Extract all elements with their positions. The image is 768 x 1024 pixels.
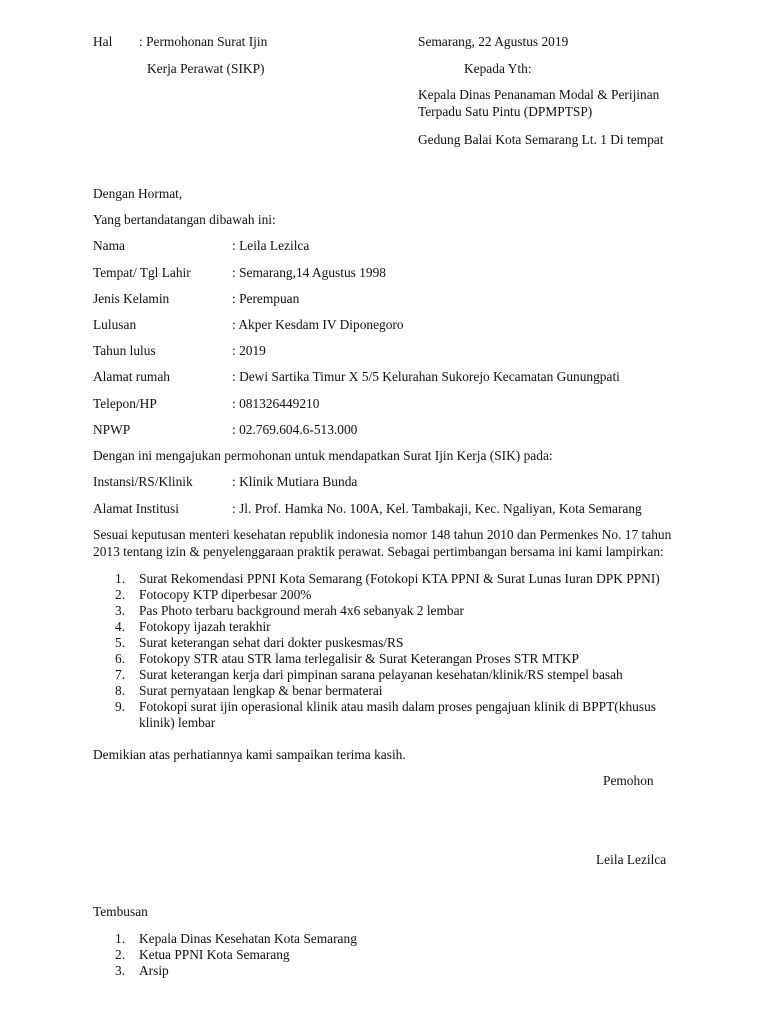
list-item xyxy=(93,699,660,731)
field-value: : 081326449210 xyxy=(232,396,320,411)
field-value: : Leila Lezilca xyxy=(232,238,310,253)
list-number: 7. xyxy=(115,667,126,682)
field-value: : Akper Kesdam IV Diponegoro xyxy=(232,317,404,332)
field-value: : Semarang,14 Agustus 1998 xyxy=(232,265,386,280)
cc-title: Tembusan xyxy=(93,904,148,919)
signature-role: Pemohon xyxy=(603,773,654,788)
field-row xyxy=(93,291,300,307)
field-value: : 02.769.604.6-513.000 xyxy=(232,422,358,437)
field-row xyxy=(93,238,310,254)
to-label: Kepada Yth: xyxy=(464,61,532,76)
greeting: Dengan Hormat, xyxy=(93,186,183,201)
field-value: : Perempuan xyxy=(232,291,300,306)
list-text: Surat pernyataan lengkap & benar bermaterai xyxy=(139,683,383,698)
hal-label: Hal xyxy=(93,34,113,49)
list-text: Ketua PPNI Kota Semarang xyxy=(139,947,290,962)
request-text: Dengan ini mengajukan permohonan untuk mendapatkan Surat Ijin Kerja (SIK) pada: xyxy=(93,448,553,463)
list-text: Pas Photo terbaru background merah 4x6 sebanyak 2 lembar xyxy=(139,603,465,618)
list-text: Surat keterangan kerja dari pimpinan sarana pelayanan kesehatan/klinik/RS stempel basah xyxy=(139,667,623,682)
list-number: 4. xyxy=(115,619,126,634)
recipient-address: Gedung Balai Kota Semarang Lt. 1 Di tempat xyxy=(418,132,664,147)
list-text: Kepala Dinas Kesehatan Kota Semarang xyxy=(139,931,357,946)
closing-text: Demikian atas perhatiannya kami sampaikan terima kasih. xyxy=(93,747,406,762)
field-row xyxy=(93,422,358,438)
list-item xyxy=(93,683,660,699)
list-item xyxy=(93,635,660,651)
list-text: Surat keterangan sehat dari dokter puskesmas/RS xyxy=(139,635,404,650)
list-item xyxy=(93,667,660,683)
list-text: Fotokopi surat ijin operasional klinik atau masih dalam proses pengajuan klinik di BPPT(khusus xyxy=(139,699,656,714)
list-item xyxy=(93,947,357,963)
recipient-line-1: Kepala Dinas Penanaman Modal & Perijinan xyxy=(418,87,660,102)
attachments-list xyxy=(93,571,660,731)
cc-list xyxy=(93,931,357,979)
field-row xyxy=(93,265,386,281)
field-value: : Klinik Mutiara Bunda xyxy=(232,474,358,489)
list-text: Fotocopy KTP diperbesar 200% xyxy=(139,587,312,602)
list-text-continued: klinik) lembar xyxy=(139,715,216,730)
list-item xyxy=(93,963,357,979)
list-item xyxy=(93,651,660,667)
list-number: 6. xyxy=(115,651,126,666)
field-label: Tahun lulus xyxy=(93,343,156,358)
list-item xyxy=(93,619,660,635)
intro-text: Yang bertandatangan dibawah ini: xyxy=(93,212,276,227)
list-number: 5. xyxy=(115,635,126,650)
basis-line-2: 2013 tentang izin & penyelenggaraan praktik perawat. Sebagai pertimbangan bersama ini kami lampirkan: xyxy=(93,544,664,559)
list-number: 8. xyxy=(115,683,126,698)
list-text: Fotokopy STR atau STR lama terlegalisir & Surat Keterangan Proses STR MTKP xyxy=(139,651,579,666)
place-date: Semarang, 22 Agustus 2019 xyxy=(418,34,569,49)
list-number: 9. xyxy=(115,699,126,714)
basis-line-1: Sesuai keputusan menteri kesehatan republik indonesia nomor 148 tahun 2010 dan Permenkes No. 17 tahun xyxy=(93,527,672,542)
list-number: 2. xyxy=(115,947,126,962)
field-label: Jenis Kelamin xyxy=(93,291,170,306)
field-value: : 2019 xyxy=(232,343,266,358)
list-text: Arsip xyxy=(139,963,169,978)
field-label: Alamat Institusi xyxy=(93,501,179,516)
list-number: 3. xyxy=(115,603,126,618)
field-row xyxy=(93,396,320,412)
list-text: Surat Rekomendasi PPNI Kota Semarang (Fotokopi KTA PPNI & Surat Lunas Iuran DPK PPNI) xyxy=(139,571,660,586)
field-label: Alamat rumah xyxy=(93,369,170,384)
field-value: : Dewi Sartika Timur X 5/5 Kelurahan Sukorejo Kecamatan Gunungpati xyxy=(232,369,620,384)
field-label: Lulusan xyxy=(93,317,137,332)
field-label: Telepon/HP xyxy=(93,396,157,411)
list-number: 1. xyxy=(115,931,126,946)
subject-line-1: : Permohonan Surat Ijin xyxy=(139,34,268,49)
signature-name: Leila Lezilca xyxy=(596,852,667,867)
list-number: 1. xyxy=(115,571,126,586)
list-number: 3. xyxy=(115,963,126,978)
list-text: Fotokopy ijazah terakhir xyxy=(139,619,271,634)
field-row xyxy=(93,343,266,359)
field-row xyxy=(93,369,620,385)
list-item xyxy=(93,931,357,947)
field-row xyxy=(93,501,642,517)
field-label: NPWP xyxy=(93,422,131,437)
recipient-line-2: Terpadu Satu Pintu (DPMPTSP) xyxy=(418,104,593,119)
list-item xyxy=(93,603,660,619)
list-item xyxy=(93,571,660,587)
field-label: Tempat/ Tgl Lahir xyxy=(93,265,191,280)
field-label: Nama xyxy=(93,238,125,253)
list-number: 2. xyxy=(115,587,126,602)
field-value: : Jl. Prof. Hamka No. 100A, Kel. Tambakaji, Kec. Ngaliyan, Kota Semarang xyxy=(232,501,642,516)
field-label: Instansi/RS/Klinik xyxy=(93,474,193,489)
field-row xyxy=(93,317,404,333)
subject-line-2: Kerja Perawat (SIKP) xyxy=(147,61,265,76)
list-item xyxy=(93,587,660,603)
field-row xyxy=(93,474,358,490)
